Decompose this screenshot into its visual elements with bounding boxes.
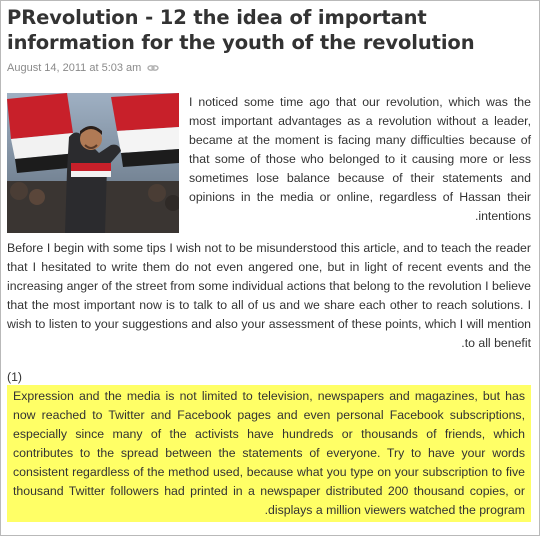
post: [7, 5, 531, 522]
link-icon[interactable]: [147, 63, 159, 73]
post-content: [7, 93, 531, 522]
post-paragraph-1: I noticed some time ago that our revolution, which was the most important advantages as a revolution without a leader, became at the moment is facing many difficulties because of that some of those who belonged to it causing more or less sometimes lose balance because of their statements and opinions in the media or online, regardless of Hassan their intentions.: [189, 95, 531, 223]
protest-photo: [7, 93, 179, 233]
post-paragraph-2: Before I begin with some tips I wish not to be misunderstood this article, and to teach the reader that I hesitated to write them do not even angered one, but in light of recent events and the increasing anger of the street from some individual actions that belong to the revolution I believe that the most important now is to talk to all of us and we share each other to reach solutions. I wish to listen to your suggestions and also your assessment of these points, which I will mention to all benefit.: [7, 241, 531, 350]
item-number: (1): [7, 370, 23, 384]
post-date: August 14, 2011 at 5:03 am: [7, 62, 142, 74]
highlighted-paragraph: Expression and the media is not limited to television, newspapers and magazines, but has now reached to Twitter and Facebook pages and even personal Facebook subscriptions, especially since many of the activists have hundreds or thousands of friends, which contributes to the spread between the statements of everyone. Try to have your words consistent regardless of the method used, because what you type on your subscription to five thousand Twitter followers had printed in a newspaper distributed 200 thousand copies, or displays a million viewers watched the program.: [7, 385, 531, 522]
post-meta: [7, 62, 531, 74]
post-title[interactable]: PRevolution - 12 the idea of important information for the youth of the revolution: [7, 6, 475, 54]
